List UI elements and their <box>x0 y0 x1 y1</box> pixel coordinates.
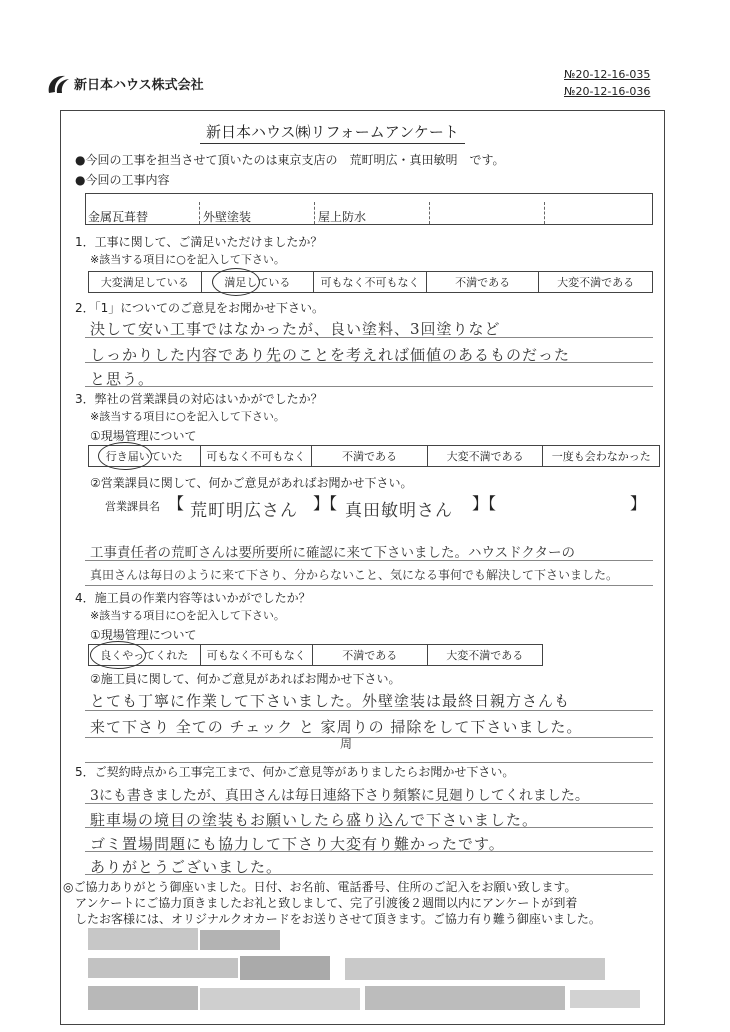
staff-name-1: 荒町明広さん <box>190 501 298 521</box>
q4-answer-line: とても丁寧に作業して下さいました。外壁塗装は最終日親方さんも <box>90 692 571 710</box>
q4-options <box>88 644 543 666</box>
q5-answer-line: 3にも書きましたが、真田さんは毎日連絡下さり頻繁に見廻りしてくれました。 <box>90 788 589 804</box>
bracket-close-3: 】 <box>630 494 647 513</box>
q5-answer-line: ゴミ置場問題にも協力して下さり大変有り難かったです。 <box>90 835 505 853</box>
q1-option[interactable]: 満足している <box>202 272 315 292</box>
q4-option[interactable]: 良くやってくれた <box>89 645 201 665</box>
work-item: 外壁塗装 <box>203 210 252 224</box>
q4-question: 4．施工員の作業内容等はいかがでしたか？ <box>75 591 311 605</box>
staff-name-2: 真田敏明さん <box>345 501 453 521</box>
q3-sub2: ②営業課員に関して、何かご意見があればお聞かせ下さい。 <box>90 476 413 490</box>
logo-swirl-icon <box>45 73 71 95</box>
q1-instruction: ※該当する項目に○を記入して下さい。 <box>90 253 285 266</box>
bracket-close-1: 】【 <box>313 494 338 513</box>
work-content-box <box>85 193 653 225</box>
q3-option[interactable]: 行き届いていた <box>89 446 201 466</box>
q4-selected-circle <box>90 641 146 669</box>
q2-question: 2．「1」についてのご意見をお聞かせ下さい。 <box>75 301 325 315</box>
q4-correction: 周 <box>340 737 354 751</box>
work-heading: ●今回の工事内容 <box>75 173 170 187</box>
q2-answer-line: 決して安い工事ではなかったが、良い塗料、3回塗りなど <box>90 320 501 338</box>
q3-question: 3．弊社の営業課員の対応はいかがでしたか？ <box>75 392 323 406</box>
q1-option[interactable]: 大変不満である <box>557 276 635 289</box>
q1-options <box>88 271 653 293</box>
q3-answer-line: 真田さんは毎日のように来て下さり、分からないこと、気になる事何でも解決して下さいました。 <box>90 568 619 582</box>
footer-line: ◎ご協力ありがとう御座いました。日付、お名前、電話番号、住所のご記入をお願い致します。 <box>63 880 577 894</box>
q3-selected-circle <box>98 442 152 470</box>
bracket-open-1: 【 <box>168 494 185 513</box>
q5-answer-line: 駐車場の境目の塗装もお願いしたら盛り込んで下さいました。 <box>90 811 539 829</box>
q3-option[interactable]: 可もなく不可もなく <box>201 446 313 466</box>
q1-selected-circle <box>212 268 260 296</box>
footer-line: アンケートにご協力頂きましたお礼と致しまして、完了引渡後２週間以内にアンケートが到着 <box>63 896 578 910</box>
q1-option[interactable]: 大変満足している <box>89 272 202 292</box>
q5-question: 5．ご契約時点から工事完工まで、何かご意見等がありましたらお聞かせ下さい。 <box>75 765 515 779</box>
q3-option[interactable]: 大変不満である <box>428 446 544 466</box>
company-name: 新日本ハウス株式会社 <box>74 78 204 93</box>
q4-answer-line: 来て下さり 全ての チェック と 家周りの 掃除をして下さいました。 <box>90 718 583 736</box>
q2-answer-line: しっかりした内容であり先のことを考えれば価値のあるものだった <box>90 346 571 364</box>
q2-answer-line: と思う。 <box>90 370 155 388</box>
q3-options <box>88 445 660 467</box>
q4-option[interactable]: 可もなく不可もなく <box>201 645 314 665</box>
q3-option[interactable]: 一度も会わなかった <box>551 450 651 463</box>
doc-number-1: №20-12-16-035 <box>564 68 651 81</box>
q1-option[interactable]: 可もなく不可もなく <box>314 272 427 292</box>
q4-instruction: ※該当する項目に○を記入して下さい。 <box>90 609 285 622</box>
bracket-close-2: 】【 <box>472 494 497 513</box>
doc-number-2: №20-12-16-036 <box>564 85 651 98</box>
page-title: 新日本ハウス㈱リフォームアンケート <box>200 123 465 144</box>
q4-option[interactable]: 不満である <box>313 645 428 665</box>
q5-answer-line: ありがとうございました。 <box>90 858 283 876</box>
q4-sub2: ②施工員に関して、何かご意見があればお聞かせ下さい。 <box>90 672 401 686</box>
q3-instruction: ※該当する項目に○を記入して下さい。 <box>90 410 285 423</box>
intro-text: ●今回の工事を担当させて頂いたのは東京支店の 荒町明広・真田敏明 です。 <box>75 153 505 167</box>
q3-answer-line: 工事責任者の荒町さんは要所要所に確認に来て下さいました。ハウスドクターの <box>90 545 576 561</box>
footer-line: したお客様には、オリジナルクオカードをお送りさせて頂きます。ご協力有り難う御座いました。 <box>63 912 601 926</box>
work-item: 金属瓦葺替 <box>88 210 149 224</box>
q3-option[interactable]: 不満である <box>312 446 428 466</box>
q4-option[interactable]: 大変不満である <box>446 649 524 662</box>
q3-sub1: ①現場管理について <box>90 429 197 443</box>
q4-sub1: ①現場管理について <box>90 628 197 642</box>
q1-question: 1．工事に関して、ご満足いただけましたか？ <box>75 235 323 249</box>
company-logo <box>45 73 71 95</box>
work-item: 屋上防水 <box>318 210 367 224</box>
staff-label: 営業課員名 <box>105 500 160 513</box>
q1-option[interactable]: 不満である <box>427 272 540 292</box>
